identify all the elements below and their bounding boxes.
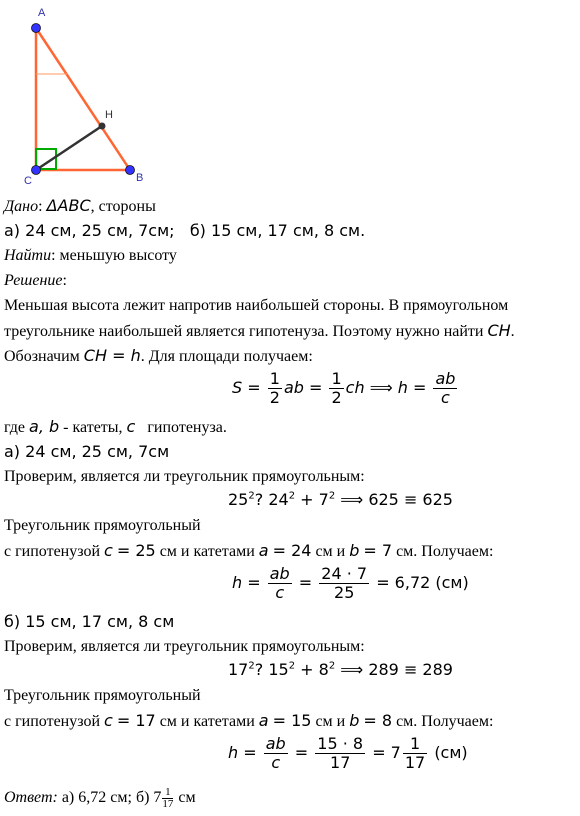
paragraph-3: Обозначим CH = h. Для площади получаем: [4, 346, 313, 365]
part-a-hypotenuse: с гипотенузой c = 25 см и катетами a = 24 см и b = 7 см. Получаем: [4, 541, 494, 560]
given-triangle: ΔABC [46, 196, 91, 215]
given-line: Дано: ΔABC, стороны [4, 196, 156, 215]
part-a-header: а) 24 см, 25 см, 7см [4, 442, 170, 461]
part-b-check: Проверим, является ли треугольник прямоугольным: [4, 638, 365, 655]
label-b: B [136, 172, 144, 184]
where-line: где a, b - катеты, c гипотенуза. [4, 417, 227, 436]
given-label: Дано [4, 198, 39, 215]
part-b-triangle: Треугольник прямоугольный [4, 687, 201, 704]
part-a-check: Проверим, является ли треугольник прямоугольным: [4, 468, 365, 485]
label-a: A [38, 7, 46, 19]
paragraph-1: Меньшая высота лежит напротив наибольшей стороны. В прямоугольном [4, 297, 509, 314]
label-c: C [24, 175, 32, 187]
cases-line: а) 24 см, 25 см, 7см; б) 15 см, 17 см, 8 см. [4, 221, 366, 240]
part-b-hypotenuse: с гипотенузой c = 17 см и катетами a = 15 см и b = 8 см. Получаем: [4, 711, 494, 730]
point-c [32, 166, 41, 175]
point-b [126, 166, 135, 175]
triangle-figure [0, 0, 160, 190]
area-formula: S = $\frac{1}{2}$ ab = $\frac{1}{2}$ ch ⟹ h = $\frac{ab}{c}$ [232, 369, 456, 407]
find-line: Найти: меньшую высоту [4, 247, 177, 264]
label-h: H [105, 109, 113, 121]
part-b-pythagoras: $17^2$? $15^2 + 8^2$ ⟹ 289 ≡ 289 [228, 660, 453, 679]
find-label: Найти [4, 247, 52, 264]
part-b-height-formula: h = $\frac{ab}{c}$ = $\frac{15 \cdot 8}{17}$ = 7 $\frac{1}{17}$ (см) [228, 734, 468, 772]
answer-label: Ответ: [4, 789, 58, 807]
part-a-triangle: Треугольник прямоугольный [4, 517, 201, 534]
paragraph-2: треугольнике наибольшей является гипотенуза. Поэтому нужно найти CH. [4, 321, 515, 340]
point-a [32, 24, 41, 33]
solution-label: Решение: [4, 272, 67, 289]
part-a-pythagoras: $25^2$? $24^2 + 7^2$ ⟹ 625 ≡ 625 [228, 490, 453, 509]
answer-line: Ответ: а) 6,72 см; б) 7 $\frac{1}{17}$ см [4, 786, 196, 810]
point-h [99, 123, 106, 130]
part-b-header: б) 15 см, 17 см, 8 см [4, 612, 175, 631]
part-a-height-formula: h = $\frac{ab}{c}$ = $\frac{24 \cdot 7}{25}$ = 6,72 (см) [232, 564, 469, 602]
